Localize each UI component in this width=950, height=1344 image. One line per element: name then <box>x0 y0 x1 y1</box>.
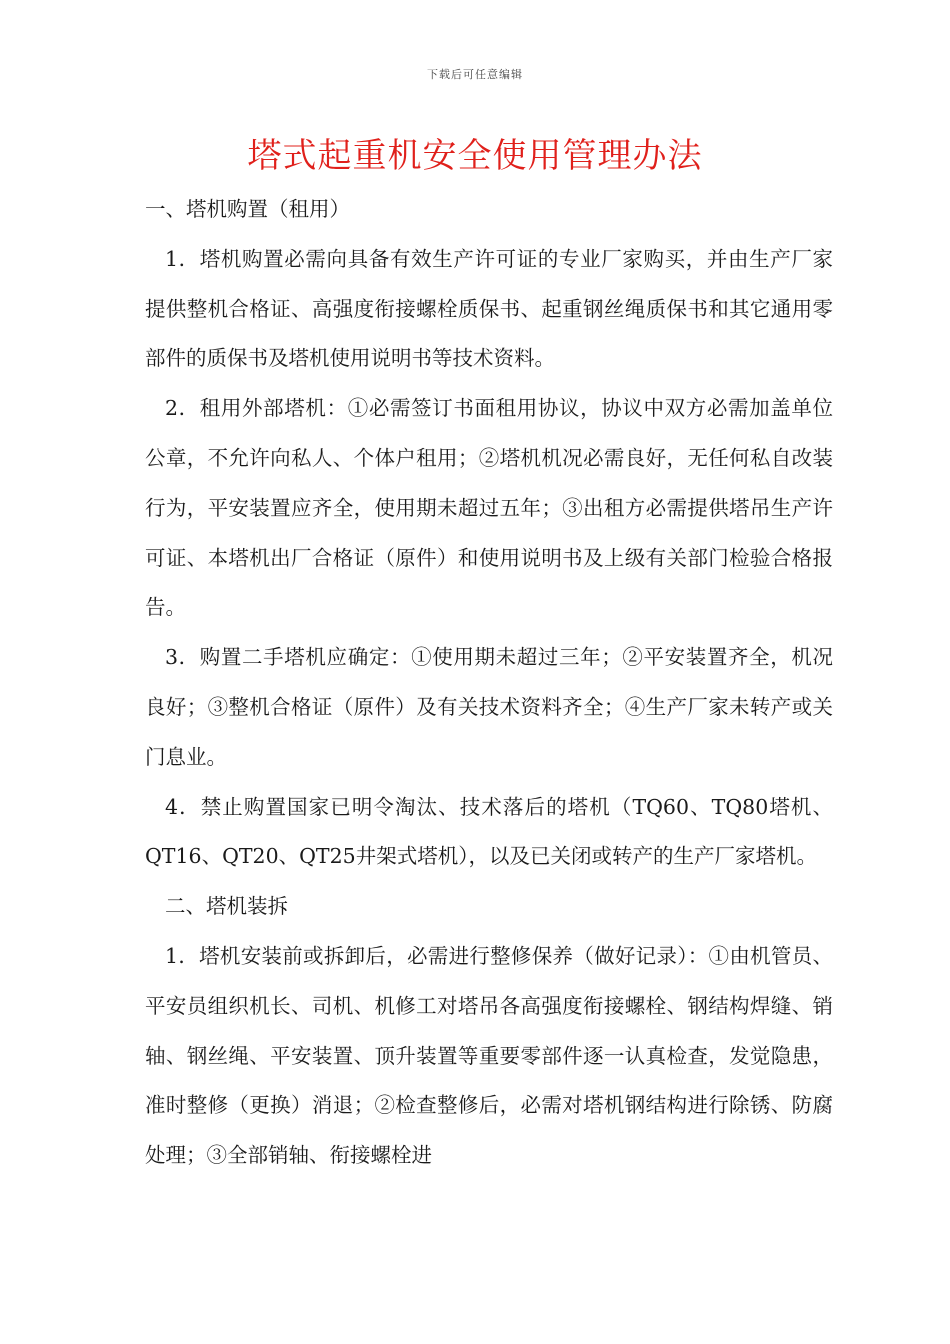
section-heading: 二、塔机装拆 <box>165 894 288 919</box>
paragraph: 1．塔机购置必需向具备有效生产许可证的专业厂家购买，并由生产厂家提供整机合格证、高强度衔接螺栓质保书、起重钢丝绳质保书和其它通用零部件的质保书及塔机使用说明书等技术资料。 <box>145 246 833 371</box>
document-title: 塔式起重机安全使用管理办法 <box>247 136 703 176</box>
paragraph: 1．塔机安装前或拆卸后，必需进行整修保养（做好记录）：①由机管员、平安员组织机长、司机、机修工对塔吊各高强度衔接螺栓、钢结构焊缝、销轴、钢丝绳、平安装置、顶升装置等重要零部件逐一认真检查，发觉隐患，准时整修（更换）消退；②检查整修后，必需对塔机钢结构进行除锈、防腐处理；③全部销轴、衔接螺栓进 <box>145 943 833 1168</box>
paragraph: 4．禁止购置国家已明令淘汰、技术落后的塔机（TQ60、TQ80塔机、QT16、QT20、QT25井架式塔机），以及已关闭或转产的生产厂家塔机。 <box>145 794 833 869</box>
document-body <box>145 185 833 1181</box>
section-heading: 一、塔机购置（租用） <box>145 197 350 221</box>
paragraph: 2．租用外部塔机：①必需签订书面租用协议，协议中双方必需加盖单位公章，不允许向私人、个体户租用；②塔机机况必需良好，无任何私自改装行为，平安装置应齐全，使用期未超过五年；③出租方必需提供塔吊生产许可证、本塔机出厂合格证（原件）和使用说明书及上级有关部门检验合格报告。 <box>145 396 833 620</box>
paragraph: 3．购置二手塔机应确定：①使用期未超过三年；②平安装置齐全，机况良好；③整机合格证（原件）及有关技术资料齐全；④生产厂家未转产或关门息业。 <box>145 645 833 769</box>
header-note: 下载后可任意编辑 <box>427 68 523 81</box>
